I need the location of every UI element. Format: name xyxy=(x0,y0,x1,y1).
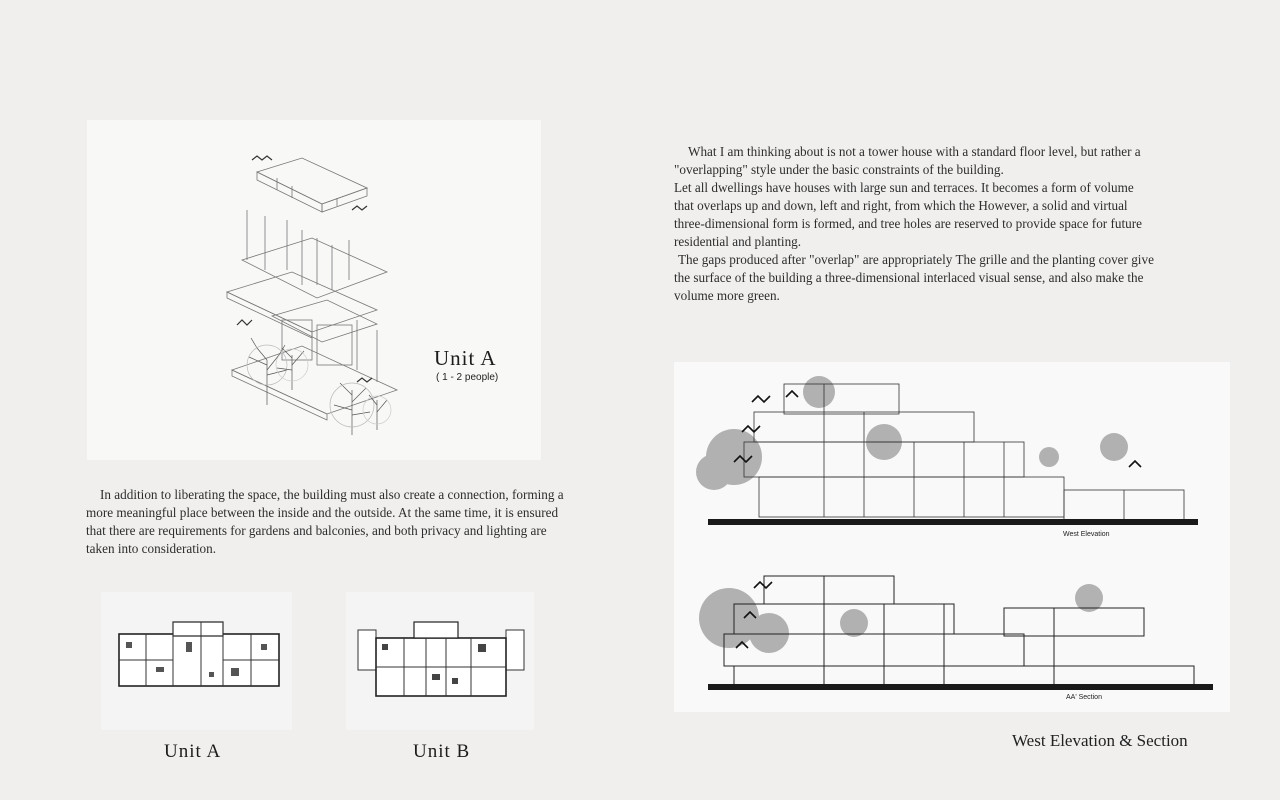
west-elevation-label: West Elevation xyxy=(1063,531,1110,538)
unit-a-plan-panel xyxy=(101,592,292,730)
description-paragraph-left xyxy=(86,486,566,558)
section-label: AA' Section xyxy=(1066,694,1102,701)
unit-b-floor-plan xyxy=(346,592,534,730)
unit-a-floor-plan xyxy=(101,592,292,730)
elevation-section-panel xyxy=(674,362,1230,712)
description-right-line-3: The gaps produced after "overlap" are appropriately The grille and the planting cover give the surface of the building a three-dimensional interlaced visual sense, and also make the volume more green. xyxy=(674,252,1154,303)
description-paragraph-right xyxy=(674,143,1154,305)
unit-a-axonometric-panel xyxy=(87,120,541,460)
unit-a-axonometric-title: Unit A xyxy=(434,346,497,370)
unit-b-plan-caption: Unit B xyxy=(413,741,471,762)
elevation-section-drawing xyxy=(674,362,1230,712)
aa-section-drawing xyxy=(699,576,1213,690)
west-elevation-drawing xyxy=(696,376,1198,525)
description-left-text: In addition to liberating the space, the building must also create a connection, forming a more meaningful place between the inside and the outside. At the same time, it is ensured that there are requirements for gardens and balconies, and both privacy and lighting are taken into consideration. xyxy=(86,487,564,556)
unit-a-axonometric-drawing xyxy=(87,120,541,460)
description-right-line-2: Let all dwellings have houses with large sun and terraces. It becomes a form of volume that overlaps up and down, left and right, from which the However, a solid and virtual three-dimensional form is formed, and tree holes are reserved to provide space for future residential and planting. xyxy=(674,180,1142,249)
elevation-section-caption: West Elevation & Section xyxy=(1012,731,1188,750)
unit-a-plan-caption: Unit A xyxy=(164,741,222,762)
description-right-line-1: What I am thinking about is not a tower house with a standard floor level, but rather a "overlapping" style under the basic constraints of the building. xyxy=(674,144,1141,177)
unit-b-plan-panel xyxy=(346,592,534,730)
unit-a-axonometric-subtitle: ( 1 - 2 people) xyxy=(436,372,499,383)
